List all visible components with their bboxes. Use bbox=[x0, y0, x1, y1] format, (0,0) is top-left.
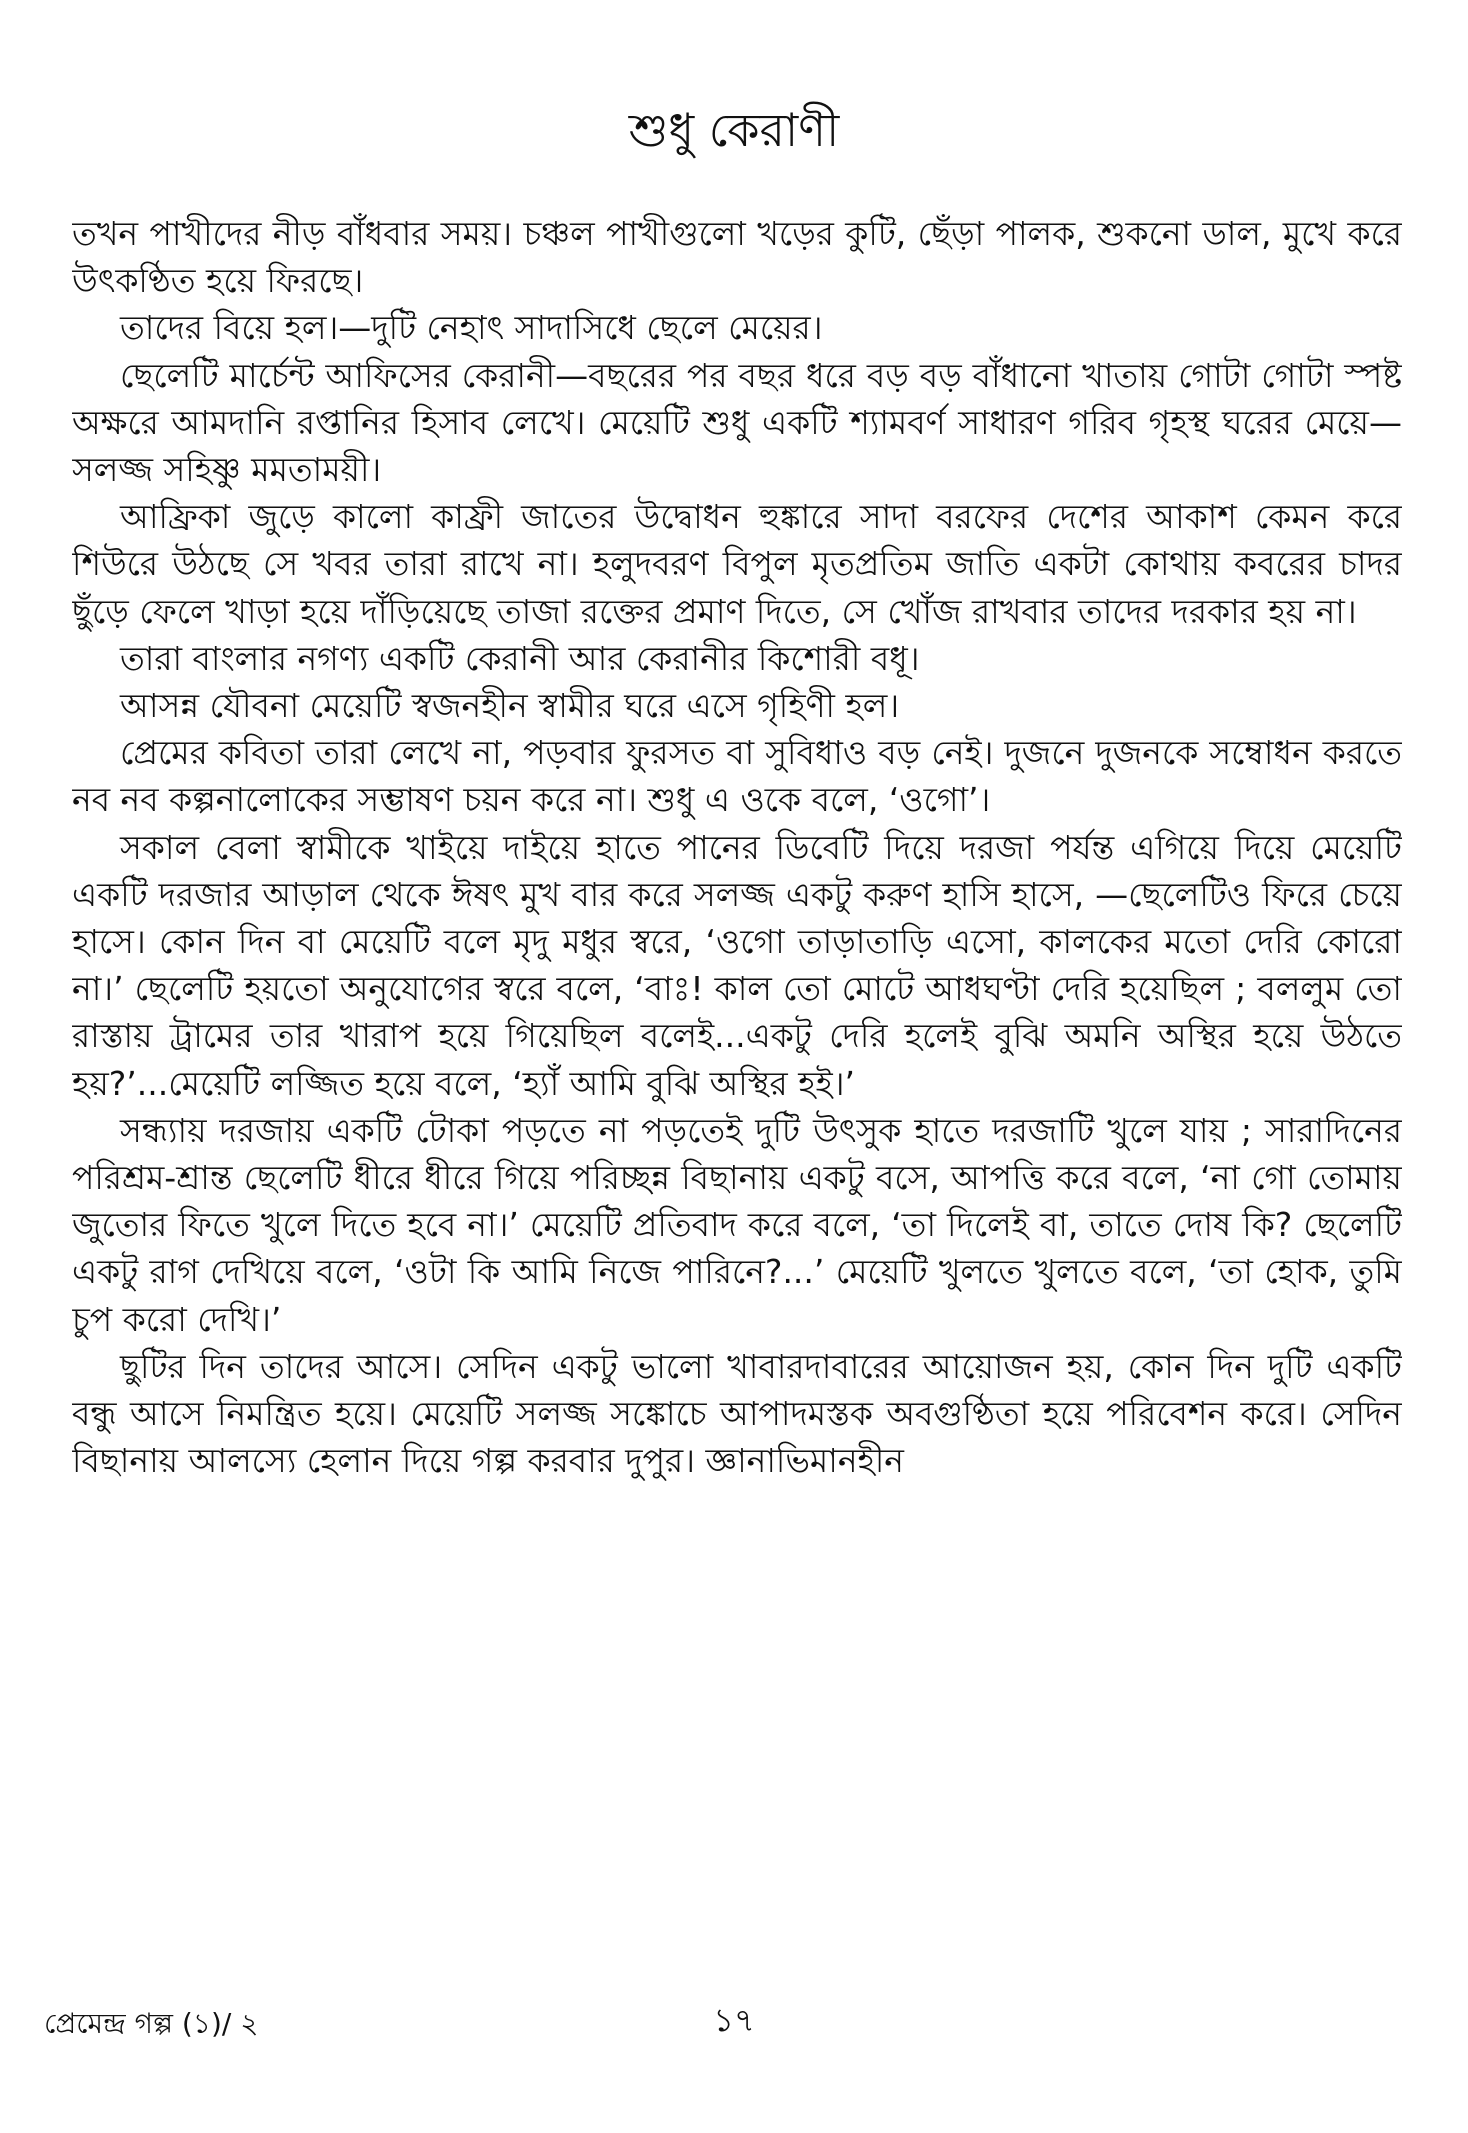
page-number: ১৭ bbox=[713, 2001, 755, 2039]
story-title: শুধু কেরাণী bbox=[628, 103, 840, 157]
story-body bbox=[72, 210, 1402, 1990]
paragraph-1: তখন পাখীদের নীড় বাঁধবার সময়। চঞ্চল পাখীগুলো খড়ের কুটি, ছেঁড়া পালক, শুকনো ডাল, মুখে করে উৎকণ্ঠিত হয়ে ফিরছে। bbox=[72, 214, 1402, 301]
book-footer-label: প্রেমেন্দ্র গল্প (১)/ ২ bbox=[44, 2007, 259, 2040]
paragraph-7: প্রেমের কবিতা তারা লেখে না, পড়বার ফুরসত বা সুবিধাও বড় নেই। দুজনে দুজনকে সম্বোধন করতে নব নব কল্পনালোকের সম্ভাষণ চয়ন করে না। শুধু এ ওকে বলে, ‘ওগো’। bbox=[72, 733, 1402, 820]
paragraph-6: আসন্ন যৌবনা মেয়েটি স্বজনহীন স্বামীর ঘরে এসে গৃহিণী হল। bbox=[120, 686, 900, 726]
paragraph-10: ছুটির দিন তাদের আসে। সেদিন একটু ভালো খাবারদাবারের আয়োজন হয়, কোন দিন দুটি একটি বন্ধু আসে নিমন্ত্রিত হয়ে। মেয়েটি সলজ্জ সঙ্কোচে আপাদমস্তক অবগুণ্ঠিতা হয়ে পরিবেশন করে। সেদিন বিছানায় আলস্যে হেলান দিয়ে গল্প করবার দুপুর। জ্ঞানাভিমানহীন bbox=[72, 1346, 1402, 1481]
paragraph-8: সকাল বেলা স্বামীকে খাইয়ে দাইয়ে হাতে পানের ডিবেটি দিয়ে দরজা পর্যন্ত এগিয়ে দিয়ে মেয়েটি একটি দরজার আড়াল থেকে ঈষৎ মুখ বার করে সলজ্জ একটু করুণ হাসি হাসে, —ছেলেটিও ফিরে চেয়ে হাসে। কোন দিন বা মেয়েটি বলে মৃদু মধুর স্বরে, ‘ওগো তাড়াতাড়ি এসো, কালকের মতো দেরি কোরো না।’ ছেলেটি হয়তো অনুযোগের স্বরে বলে, ‘বাঃ! কাল তো মোটে আধঘণ্টা দেরি হয়েছিল ; বললুম তো রাস্তায় ট্রামের তার খারাপ হয়ে গিয়েছিল বলেই...একটু দেরি হলেই বুঝি অমনি অস্থির হয়ে উঠতে হয়?’...মেয়েটি লজ্জিত হয়ে বলে, ‘হ্যাঁ আমি বুঝি অস্থির হই।’ bbox=[72, 827, 1402, 1103]
paragraph-3: ছেলেটি মার্চেন্ট আফিসের কেরানী—বছরের পর বছর ধরে বড় বড় বাঁধানো খাতায় গোটা গোটা স্পষ্ট অক্ষরে আমদানি রপ্তানির হিসাব লেখে। মেয়েটি শুধু একটি শ্যামবর্ণ সাধারণ গরিব গৃহস্থ ঘরের মেয়ে—সলজ্জ সহিষ্ণু মমতাময়ী। bbox=[72, 355, 1402, 490]
paragraph-5: তারা বাংলার নগণ্য একটি কেরানী আর কেরানীর কিশোরী বধূ। bbox=[120, 638, 920, 678]
paragraph-2: তাদের বিয়ে হল।—দুটি নেহাৎ সাদাসিধে ছেলে মেয়ের। bbox=[120, 308, 823, 348]
paragraph-4: আফ্রিকা জুড়ে কালো কাফ্রী জাতের উদ্বোধন হুঙ্কারে সাদা বরফের দেশের আকাশ কেমন করে শিউরে উঠছে সে খবর তারা রাখে না। হলুদবরণ বিপুল মৃতপ্রতিম জাতি একটা কোথায় কবরের চাদর ছুঁড়ে ফেলে খাড়া হয়ে দাঁড়িয়েছে তাজা রক্তের প্রমাণ দিতে, সে খোঁজ রাখবার তাদের দরকার হয় না। bbox=[72, 497, 1402, 631]
paragraph-9: সন্ধ্যায় দরজায় একটি টোকা পড়তে না পড়তেই দুটি উৎসুক হাতে দরজাটি খুলে যায় ; সারাদিনের পরিশ্রম-শ্রান্ত ছেলেটি ধীরে ধীরে গিয়ে পরিচ্ছন্ন বিছানায় একটু বসে, আপত্তি করে বলে, ‘না গো তোমায় জুতোর ফিতে খুলে দিতে হবে না।’ মেয়েটি প্রতিবাদ করে বলে, ‘তা দিলেই বা, তাতে দোষ কি? ছেলেটি একটু রাগ দেখিয়ে বলে, ‘ওটা কি আমি নিজে পারিনে?...’ মেয়েটি খুলতে খুলতে বলে, ‘তা হোক, তুমি চুপ করো দেখি।’ bbox=[72, 1110, 1402, 1339]
